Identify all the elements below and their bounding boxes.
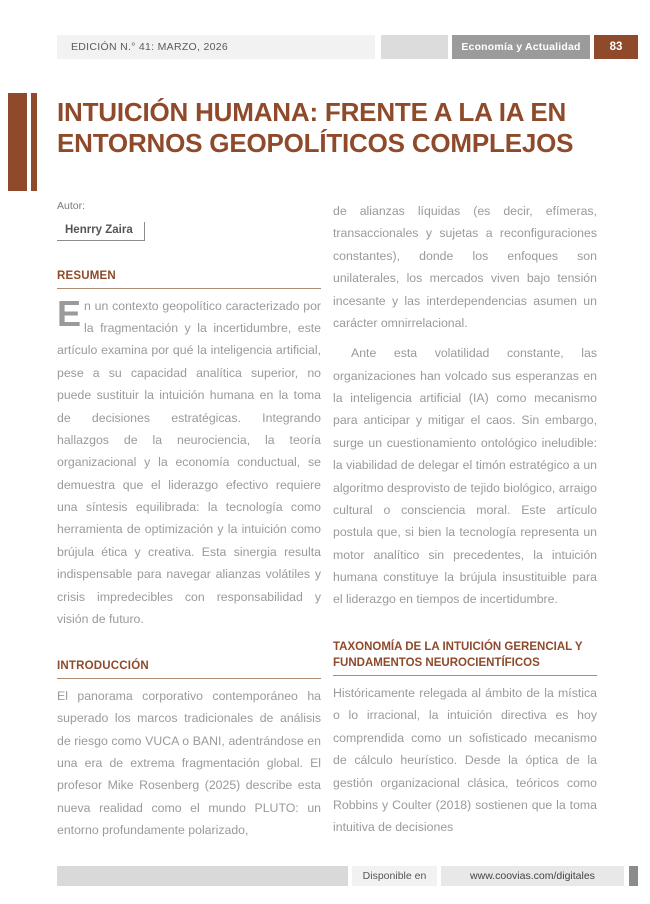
header-section-badge: Economía y Actualidad: [452, 35, 590, 59]
paragraph-introduccion: El panorama corporativo contemporáneo ha superado los marcos tradicionales de análisis de riesgo como VUCA o BANI, adentrándose en una era de extrema fragmentación global. El profesor Mike Rosenberg (2025) describe esta nueva realidad como el mundo PLUTO: un entorno profundamente polarizado,: [57, 688, 321, 838]
footer-available-label: Disponible en: [352, 866, 437, 886]
page-footer: [57, 866, 638, 886]
footer-end-marker: [629, 866, 638, 886]
right-column: [333, 200, 597, 839]
title-accent-bar-wide: [8, 93, 27, 191]
heading-resumen: RESUMEN: [57, 268, 321, 289]
column-spacer-right: [333, 619, 597, 639]
author-name: Henrry Zaira: [57, 222, 145, 241]
header-blank-block: [381, 35, 448, 59]
header-page-number: 83: [594, 35, 638, 59]
title-accent-bar-thin: [31, 93, 37, 191]
header-edition-label: EDICIÓN N.° 41: MARZO, 2026: [57, 35, 375, 59]
paragraph-resumen: En un contexto geopolítico caracterizado por la fragmentación y la incertidumbre, este artículo examina por qué la inteligencia artificial, pese a su capacidad analítica superior, no puede sustituir la intuición humana en la toma de decisiones estratégicas. Integrando hallazgos de la neurociencia, la teoría organizacional y la economía conductual, se demuestra que el liderazgo efectivo requiere una síntesis equilibrada: la tecnología como herramienta de optimización y la intuición como brújula ética y creativa. Esta sinergia resulta indispensable para navegar alianzas volátiles y crisis impredecibles con responsabilidad y visión de futuro.: [57, 292, 321, 626]
article-title: INTUICIÓN HUMANA: FRENTE A LA IA EN ENTORNOS GEOPOLÍTICOS COMPLEJOS: [57, 97, 574, 159]
author-label: Autor:: [57, 200, 86, 212]
page-header: [57, 35, 638, 59]
footer-url[interactable]: www.coovias.com/digitales: [441, 866, 624, 886]
paragraph-two: Ante esta volatilidad constante, las organizaciones han volcado sus esperanzas en la inteligencia artificial (IA) como mecanismo para anticipar y mitigar el caos. Sin embargo, surge un cuestionamiento ontológico ineludible: la viabilidad de delegar el timón estratégico a un algoritmo desprovisto de tejido biológico, arraigo cultural o consciencia moral. Este artículo postula que, si bien la tecnología representa un motor analítico sin precedentes, la intuición humana constituye la brújula insustituible para el liderazgo en tiempos de incertidumbre.: [333, 346, 597, 607]
paragraph-taxonomia: Históricamente relegada al ámbito de la mística o lo irracional, la intuición directiva es hoy comprendida como un sofisticado mecanismo de cálculo heurístico. Desde la óptica de la gestión organizacional clásica, teóricos como Robbins y Coulter (2018) sostienen que la toma intuitiva de decisiones: [333, 686, 597, 835]
heading-introduccion: INTRODUCCIÓN: [57, 658, 321, 679]
left-column: [57, 268, 321, 842]
column-spacer: [57, 638, 321, 658]
footer-decorative-bar: [57, 866, 348, 886]
paragraph-continuation: de alianzas líquidas (es decir, efímeras, transaccionales y sujetas a reconfiguraciones constantes), donde los enfoques son unilaterales, los mercados viven bajo tensión incesante y las interdependencias asumen un carácter omnirrelacional.: [333, 204, 597, 330]
heading-taxonomia: TAXONOMÍA DE LA INTUICIÓN GERENCIAL Y FUNDAMENTOS NEUROCIENTÍFICOS: [333, 639, 597, 676]
